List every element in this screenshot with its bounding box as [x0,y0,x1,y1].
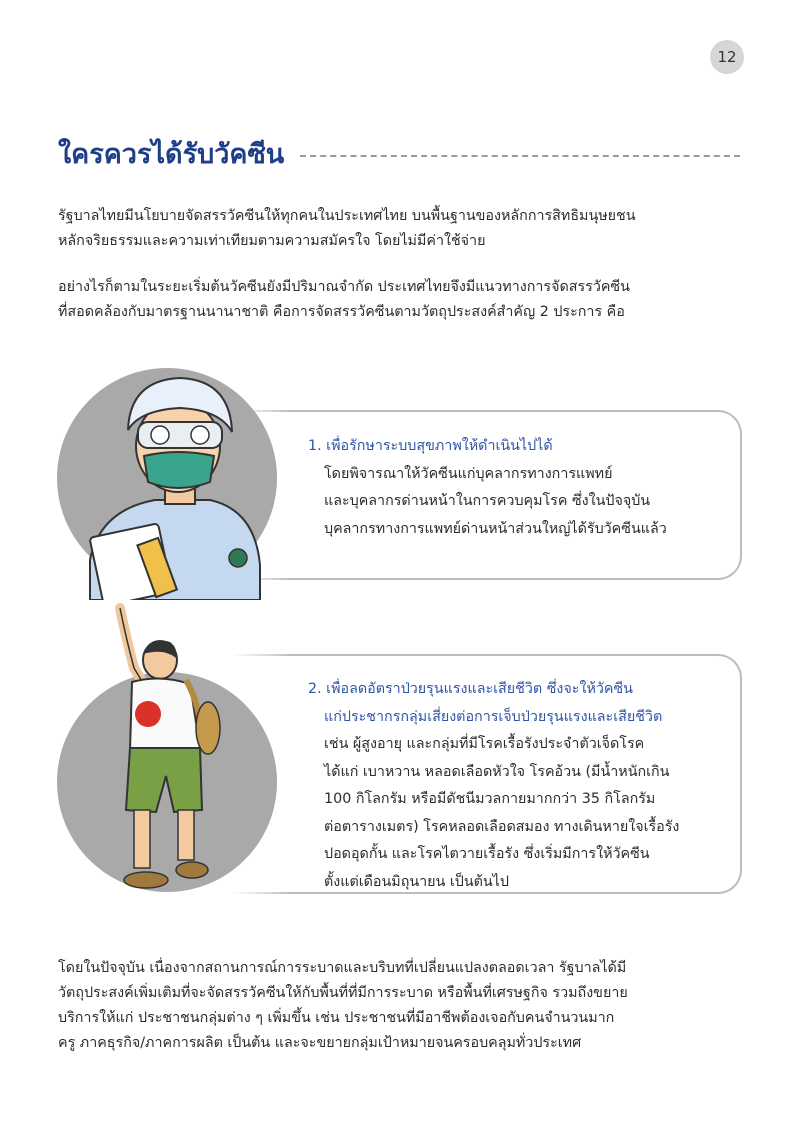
objective-2-heading-line: 2. เพื่อลดอัตราป่วยรุนแรงและเสียชีวิต ซึ่งจะให้วัคซีน [308,681,633,697]
objective-1-text [308,433,667,543]
closing-line: บริการให้แก่ ประชาชนกลุ่มต่าง ๆ เพิ่มขึ้น เช่น ประชาชนที่มีอาชีพต้องเจอกับคนจำนวนมาก [58,1010,615,1026]
closing-line: โดยในปัจจุบัน เนื่องจากสถานการณ์การระบาดและบริบทที่เปลี่ยนแปลงตลอดเวลา รัฐบาลได้มี [58,960,627,976]
objective-2-body-line: ได้แก่ เบาหวาน หลอดเลือดหัวใจ โรคอ้วน (มีน้ำหนักเกิน [324,763,670,780]
objective-2-body-line: 100 กิโลกรัม หรือมีดัชนีมวลกายมากกว่า 35 กิโลกรัม [324,791,656,807]
objective-card-1 [232,410,742,580]
objective-1-heading: 1. เพื่อรักษาระบบสุขภาพให้ดำเนินไปได้ [308,438,553,454]
raised-hand-man-illustration-icon [90,598,230,918]
objective-card-2 [232,654,742,894]
objective-2-body-line: เช่น ผู้สูงอายุ และกลุ่มที่มีโรคเรื้อรังประจำตัวเจ็ดโรค [324,736,645,752]
objective-1-body-line: โดยพิจารณาให้วัคซีนแก่บุคลากรทางการแพทย์ [324,465,613,482]
objective-2-heading-line: แก่ประชากรกลุ่มเสี่ยงต่อการเจ็บป่วยรุนแรงและเสียชีวิต [324,708,663,725]
section-title: ใครควรได้รับวัคซีน [58,139,285,170]
title-divider [300,155,740,157]
intro-p1-line: หลักจริยธรรมและความเท่าเทียมตามความสมัครใจ โดยไม่มีค่าใช้จ่าย [58,233,486,249]
intro-p2-line: ที่สอดคล้องกับมาตรฐานนานาชาติ คือการจัดสรรวัคซีนตามวัตถุประสงค์สำคัญ 2 ประการ คือ [58,304,625,320]
health-worker-illustration-icon [60,360,280,600]
closing-line: วัตถุประสงค์เพิ่มเติมที่จะจัดสรรวัคซีนให้กับพื้นที่ที่มีการระบาด หรือพื้นที่เศรษฐกิจ รวมถึงขยาย [58,985,628,1001]
objective-1-body-line: บุคลากรทางการแพทย์ด่านหน้าส่วนใหญ่ได้รับวัคซีนแล้ว [324,520,667,537]
objective-2-body-line: ปอดอุดกั้น และโรคไตวายเรื้อรัง ซึ่งเริ่มมีการให้วัคซีน [324,846,650,862]
intro-paragraph-1 [58,204,748,254]
closing-paragraph [58,956,748,1056]
intro-p2-line: อย่างไรก็ตามในระยะเริ่มต้นวัคซีนยังมีปริมาณจำกัด ประเทศไทยจึงมีแนวทางการจัดสรรวัคซีน [58,279,630,295]
objective-2-body-line: ต่อตารางเมตร) โรคหลอดเลือดสมอง ทางเดินหายใจเรื้อรัง [324,818,680,835]
intro-p1-line: รัฐบาลไทยมีนโยบายจัดสรรวัคซีนให้ทุกคนในประเทศไทย บนพื้นฐานของหลักการสิทธิมนุษยชน [58,208,636,224]
closing-line: ครู ภาคธุรกิจ/ภาคการผลิต เป็นต้น และจะขยายกลุ่มเป้าหมายจนครอบคลุมทั่วประเทศ [58,1035,582,1051]
objective-2-text [308,676,679,896]
page-number-badge: 12 [710,40,744,74]
intro-paragraph-2 [58,275,748,325]
objective-2-body-line: ตั้งแต่เดือนมิถุนายน เป็นต้นไป [324,873,509,890]
objective-1-body-line: และบุคลากรด่านหน้าในการควบคุมโรค ซึ่งในปัจจุบัน [324,493,651,509]
